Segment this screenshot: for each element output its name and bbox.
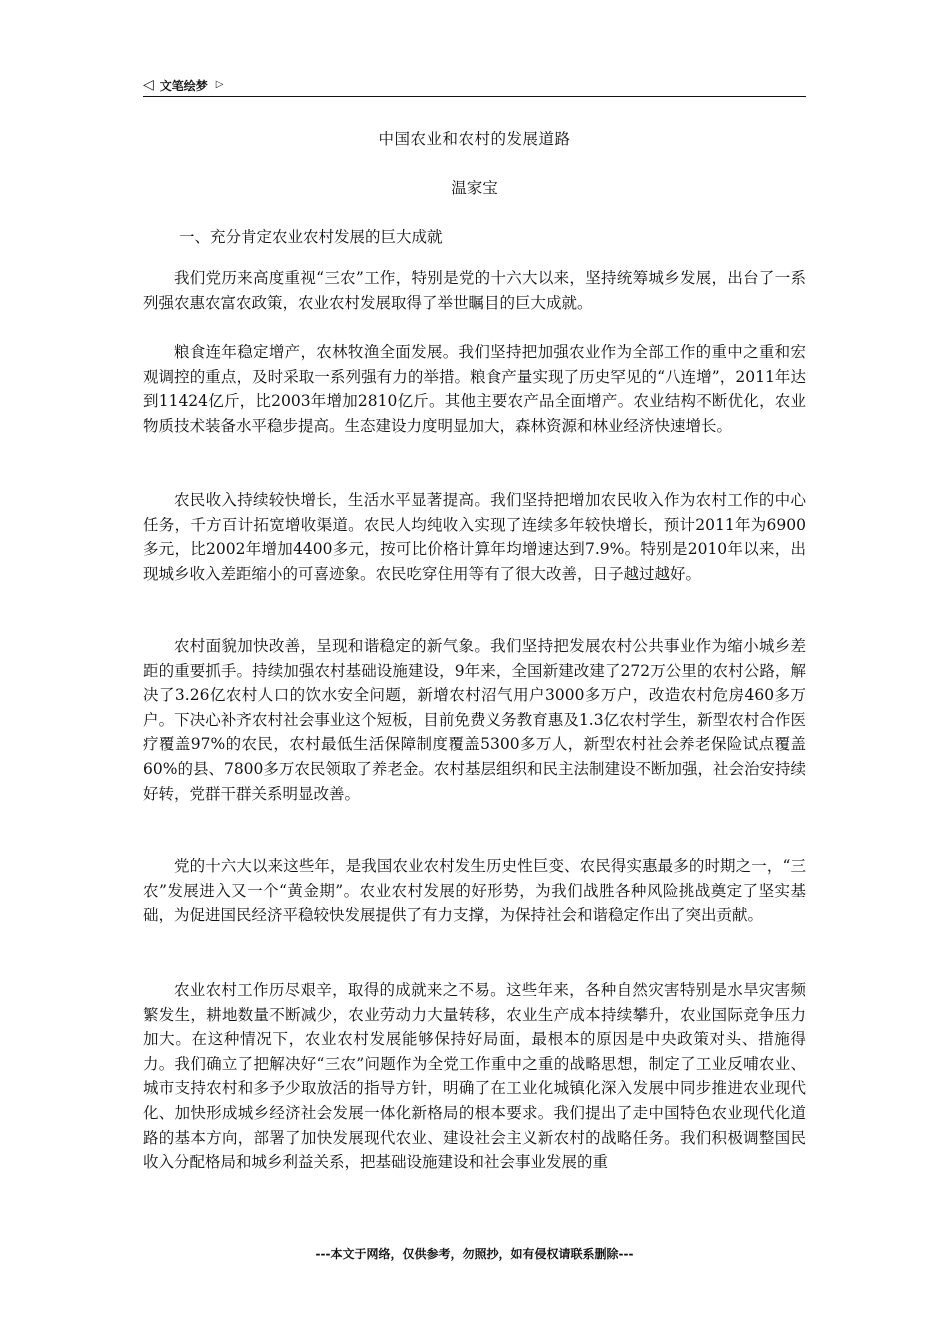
paragraph: 粮食连年稳定增产，农林牧渔全面发展。我们坚持把加强农业作为全部工作的重中之重和宏观调控的重点，及时采取一系列强有力的举措。粮食产量实现了历史罕见的“八连增”，2011年达到11424亿斤，比2003年增加2810亿斤。其他主要农产品全面增产。农业结构不断优化，农业物质技术装备水平稳步提高。生态建设力度明显加大，森林资源和林业经济快速增长。: [143, 343, 806, 435]
paragraph: 农业农村工作历尽艰辛，取得的成就来之不易。这些年来，各种自然灾害特别是水旱灾害频繁发生，耕地数量不断减少，农业劳动力大量转移，农业生产成本持续攀升，农业国际竞争压力加大。在这种情况下，农业农村发展能够保持好局面，最根本的原因是中央政策对头、措施得力。我们确立了把解决好“三农”问题作为全党工作重中之重的战略思想，制定了工业反哺农业、城市支持农村和多予少取放活的指导方针，明确了在工业化城镇化深入发展中同步推进农业现代化、加快形成城乡经济社会发展一体化新格局的根本要求。我们提出了走中国特色农业现代化道路的基本方向，部署了加快发展现代农业、建设社会主义新农村的战略任务。我们积极调整国民收入分配格局和城乡利益关系，把基础设施建设和社会事业发展的重: [143, 981, 806, 1172]
footer-notice: ---本文于网络，仅供参考，勿照抄，如有侵权请联系删除---: [315, 1247, 634, 1261]
paragraph: 党的十六大以来这些年，是我国农业农村发生历史性巨变、农民得实惠最多的时期之一，“三农”发展进入又一个“黄金期”。农业农村发展的好形势，为我们战胜各种风险挑战奠定了坚实基础，为促进国民经济平稳较快发展提供了有力支撑，为保持社会和谐稳定作出了突出贡献。: [143, 857, 806, 925]
document-author: 温家宝: [451, 179, 498, 197]
document-title: 中国农业和农村的发展道路: [378, 130, 571, 148]
triangle-right-icon: ▷: [215, 79, 224, 90]
header-title: 文笔绘梦: [159, 78, 208, 93]
paragraph: 农村面貌加快改善，呈现和谐稳定的新气象。我们坚持把发展农村公共事业作为缩小城乡差距的重要抓手。持续加强农村基础设施建设，9年来，全国新建改建了272万公里的农村公路，解决了3.26亿农村人口的饮水安全问题，新增农村沼气用户3000多万户，改造农村危房460多万户。下决心补齐农村社会事业这个短板，目前免费义务教育惠及1.3亿农村学生，新型农村合作医疗覆盖97%的农民，农村最低生活保障制度覆盖5300多万人，新型农村社会养老保险试点覆盖60%的县、7800多万农民领取了养老金。农村基层组织和民主法制建设不断加强，社会治安持续好转，党群干群关系明显改善。: [143, 637, 806, 803]
paragraph: 农民收入持续较快增长，生活水平显著提高。我们坚持把增加农民收入作为农村工作的中心任务，千方百计拓宽增收渠道。农民人均纯收入实现了连续多年较快增长，预计2011年为6900多元，比2002年增加4400多元，按可比价格计算年均增速达到7.9%。特别是2010年以来，出现城乡收入差距缩小的可喜迹象。农民吃穿住用等有了很大改善，日子越过越好。: [143, 491, 806, 583]
page-header: [143, 74, 806, 97]
paragraph: 我们党历来高度重视“三农”工作，特别是党的十六大以来，坚持统筹城乡发展，出台了一系列强农惠农富农政策，农业农村发展取得了举世瞩目的巨大成就。: [143, 269, 806, 312]
triangle-left-icon: ◁: [143, 77, 154, 93]
section-heading: 一、充分肯定农业农村发展的巨大成就: [179, 228, 443, 246]
